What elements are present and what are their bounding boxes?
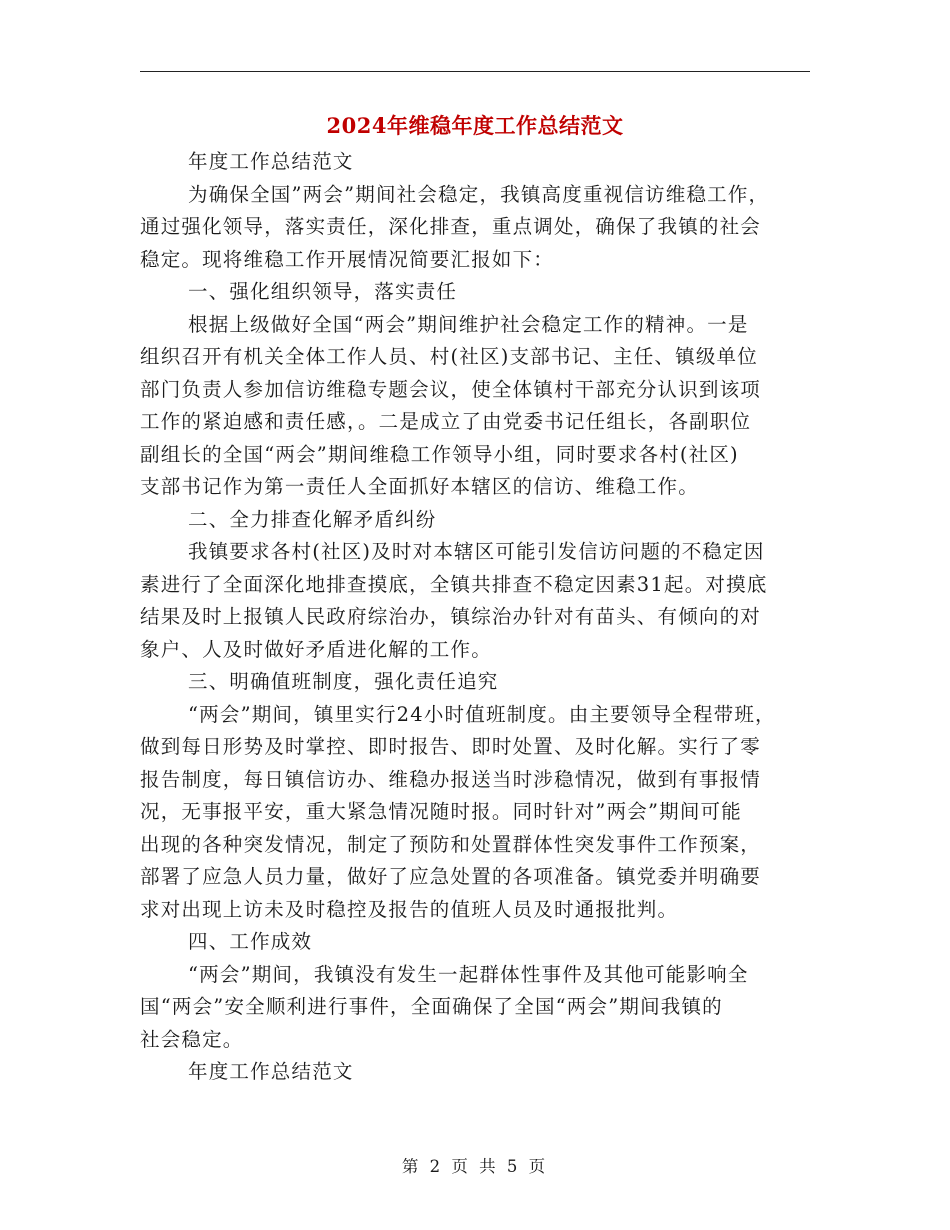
text-line: 稳定。现将维稳工作开展情况简要汇报如下： xyxy=(140,247,555,271)
text-line: “两会”期间，我镇没有发生一起群体性事件及其他可能影响全 xyxy=(188,962,749,986)
text-line: “两会”期间，镇里实行24小时值班制度。由主要领导全程带班， xyxy=(188,702,776,726)
text-line: 年度工作总结范文 xyxy=(188,150,354,173)
text-line: 根据上级做好全国“两会”期间维护社会稳定工作的精神。一是 xyxy=(188,312,749,336)
text-line: 况，无事报平安，重大紧急情况随时报。同时针对”两会”期间可能 xyxy=(140,800,742,823)
text-line: 社会稳定。 xyxy=(140,1027,244,1051)
text-line: 部门负责人参加信访维稳专题会议，使全体镇村干部充分认识到该项 xyxy=(140,377,762,401)
text-line: 一、强化组织领导，落实责任 xyxy=(188,280,458,303)
text-line: 为确保全国”两会”期间社会稳定，我镇高度重视信访维稳工作， xyxy=(188,182,770,206)
page-footer: 第 2 页 共 5 页 xyxy=(401,1157,549,1176)
text-line: 素进行了全面深化地排查摸底，全镇共排查不稳定因素31起。对摸底 xyxy=(140,572,768,596)
text-line: 部署了应急人员力量，做好了应急处置的各项准备。镇党委并明确要 xyxy=(140,865,762,888)
text-line: 出现的各种突发情况，制定了预防和处置群体性突发事件工作预案， xyxy=(140,832,762,856)
text-line: 四、工作成效 xyxy=(188,930,313,953)
text-line: 二、全力排查化解矛盾纠纷 xyxy=(188,507,437,531)
text-line: 国“两会”安全顺利进行事件，全面确保了全国“两会”期间我镇的 xyxy=(140,995,723,1018)
header-rule xyxy=(140,71,810,72)
text-line: 我镇要求各村(社区)及时对本辖区可能引发信访问题的不稳定因 xyxy=(188,540,765,563)
text-line: 支部书记作为第一责任人全面抓好本辖区的信访、维稳工作。 xyxy=(140,475,699,498)
text-line: 工作的紧迫感和责任感，。二是成立了由党委书记任组长，各副职位 xyxy=(140,410,752,433)
text-line: 报告制度，每日镇信访办、维稳办报送当时涉稳情况，做到有事报情 xyxy=(140,767,762,791)
text-line: 三、明确值班制度，强化责任追究 xyxy=(188,670,499,693)
text-line: 组织召开有机关全体工作人员、村(社区)支部书记、主任、镇级单位 xyxy=(140,345,758,368)
text-line: 结果及时上报镇人民政府综治办，镇综治办针对有苗头、有倾向的对 xyxy=(140,605,762,628)
text-line: 通过强化领导，落实责任，深化排查，重点调处，确保了我镇的社会 xyxy=(140,215,762,238)
document-body xyxy=(140,146,820,1089)
text-line: 副组长的全国“两会”期间维稳工作领导小组，同时要求各村(社区) xyxy=(140,442,739,466)
text-line: 年度工作总结范文 xyxy=(188,1060,354,1083)
text-line: 求对出现上访未及时稳控及报告的值班人员及时通报批判。 xyxy=(140,897,679,921)
text-line: 做到每日形势及时掌控、即时报告、即时处置、及时化解。实行了零 xyxy=(140,735,762,758)
document-title: 2024年维稳年度工作总结范文 xyxy=(326,113,624,138)
text-line: 象户、人及时做好矛盾进化解的工作。 xyxy=(140,637,492,661)
